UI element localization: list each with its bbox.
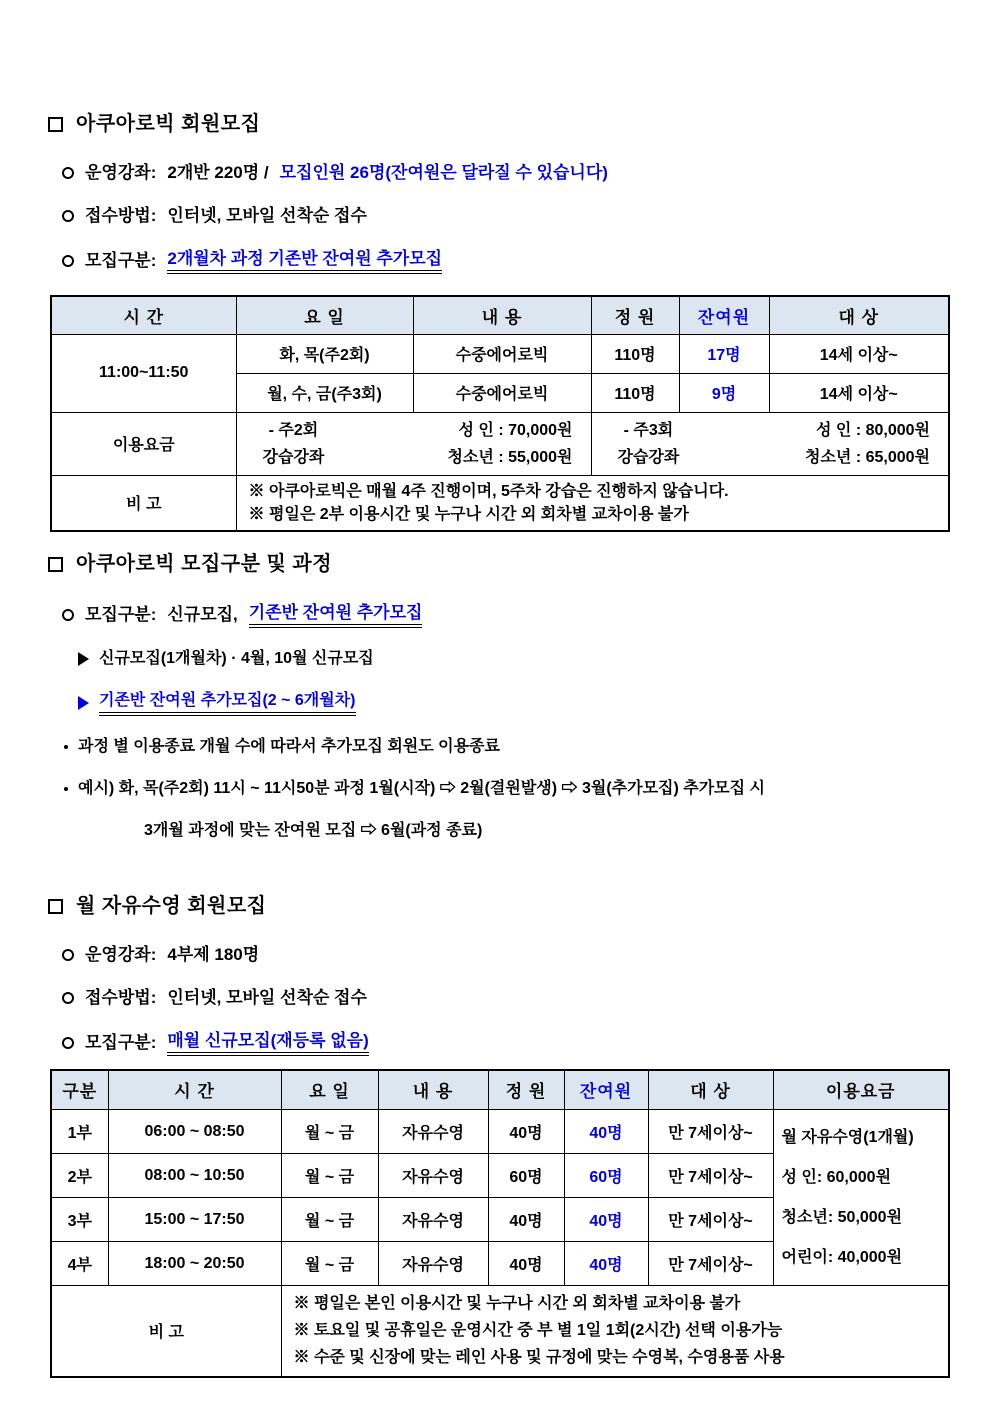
- note-cell: [281, 1286, 949, 1377]
- cell-capacity: 40명: [488, 1242, 564, 1286]
- subitem-text: 신규모집(1개월차) · 4월, 10월 신규모집: [99, 649, 374, 667]
- bullet-application-method: [62, 205, 948, 227]
- note-row-label: 비 고: [51, 1286, 281, 1377]
- cell-capacity: 40명: [488, 1198, 564, 1242]
- bullet-operating-classes: [62, 162, 948, 184]
- fee-cell-week3: [591, 412, 949, 475]
- cell-capacity: 110명: [591, 373, 679, 412]
- square-checkbox-icon: [48, 117, 63, 132]
- cell-remaining: 60명: [564, 1154, 648, 1198]
- fee-line-child: 어린이: 40,000원: [781, 1248, 903, 1266]
- table-row: [51, 1110, 949, 1154]
- note-line: ※ 아쿠아로빅은 매월 4주 진행이며, 5주차 강습은 진행하지 않습니다.: [248, 482, 729, 500]
- detail-text: 과정 별 이용종료 개월 수에 따라서 추가모집 회원도 이용종료: [78, 737, 500, 755]
- bullet-swim-classes: [62, 944, 948, 966]
- existing-class-link[interactable]: 기존반 잔여원 추가모집: [249, 602, 423, 628]
- cell-target: 만 7세이상~: [648, 1154, 773, 1198]
- circle-bullet-icon: [62, 992, 74, 1004]
- note-line: ※ 수준 및 신장에 맞는 레인 사용 및 규정에 맞는 수영복, 수영용품 사용: [293, 1349, 785, 1367]
- note-row-label: 비 고: [51, 475, 236, 531]
- cell-content: 수중에어로빅: [413, 373, 591, 412]
- cell-time: 11:00~11:50: [51, 334, 236, 412]
- section-title-text: 월 자유수영 회원모집: [76, 894, 267, 917]
- subitem-new-recruit: [78, 648, 948, 670]
- col-header-time: 시 간: [51, 296, 236, 334]
- col-header-target: 대 상: [648, 1070, 773, 1110]
- cell-content: 자유수영: [378, 1154, 488, 1198]
- section-title-aqua-recruit: [48, 112, 948, 136]
- bullet-course-category: [62, 602, 948, 628]
- recruit-count-highlight: 모집인원 26명(잔여원은 달라질 수 있습니다): [279, 163, 608, 182]
- note-cell: [236, 475, 949, 531]
- cell-remaining: 40명: [564, 1198, 648, 1242]
- cell-content: 자유수영: [378, 1198, 488, 1242]
- detail-course-end: [64, 736, 948, 758]
- circle-bullet-icon: [62, 1037, 74, 1049]
- cell-day: 월 ~ 금: [281, 1198, 378, 1242]
- section-title-aqua-course: [48, 552, 948, 576]
- circle-bullet-icon: [62, 255, 74, 267]
- fee-line-adult: 성 인: 60,000원: [781, 1168, 892, 1186]
- cell-target: 만 7세이상~: [648, 1242, 773, 1286]
- col-header-remaining: 잔여원: [679, 296, 769, 334]
- bullet-label: 운영강좌:: [85, 944, 157, 964]
- fee-week3-name: - 주3회: [623, 421, 674, 439]
- square-checkbox-icon: [48, 899, 63, 914]
- note-row: [51, 1286, 949, 1377]
- detail-text: 예시) 화, 목(주2회) 11시 ~ 11시50분 과정 1월(시작) ⇨ 2월(결원발생) ⇨ 3월(추가모집) 추가모집 시: [78, 779, 765, 797]
- cell-day: 월 ~ 금: [281, 1242, 378, 1286]
- bullet-value: 인터넷, 모바일 선착순 접수: [167, 206, 367, 225]
- fee-week2-name: - 주2회: [268, 421, 319, 439]
- bullet-label: 모집구분:: [85, 604, 157, 624]
- col-header-capacity: 정 원: [591, 296, 679, 334]
- cell-content: 수중에어로빅: [413, 334, 591, 373]
- cell-part: 4부: [51, 1242, 108, 1286]
- cell-capacity: 110명: [591, 334, 679, 373]
- cell-day: 월 ~ 금: [281, 1110, 378, 1154]
- cell-remaining: 17명: [679, 334, 769, 373]
- triangle-bullet-icon: [78, 652, 89, 666]
- circle-bullet-icon: [62, 609, 74, 621]
- cell-content: 자유수영: [378, 1110, 488, 1154]
- table-row: [51, 334, 949, 373]
- circle-bullet-icon: [62, 949, 74, 961]
- circle-bullet-icon: [62, 210, 74, 222]
- col-header-remaining: 잔여원: [564, 1070, 648, 1110]
- note-line: ※ 평일은 2부 이용시간 및 누구나 시간 외 회차별 교차이용 불가: [248, 505, 689, 523]
- bullet-value: 신규모집,: [167, 604, 238, 624]
- cell-capacity: 60명: [488, 1154, 564, 1198]
- col-header-part: 구분: [51, 1070, 108, 1110]
- bullet-value: 2개반 220명 /: [167, 163, 269, 182]
- fee-week2-type: 강습강좌: [262, 448, 325, 466]
- cell-capacity: 40명: [488, 1110, 564, 1154]
- section-title-free-swim: [48, 894, 948, 918]
- aqua-schedule-table: [50, 295, 950, 532]
- recruit-category-link[interactable]: 2개월차 과정 기존반 잔여원 추가모집: [167, 248, 442, 274]
- bullet-value: 4부제 180명: [167, 944, 260, 964]
- cell-remaining: 40명: [564, 1242, 648, 1286]
- bullet-swim-application: [62, 987, 948, 1009]
- fee-summary-cell: [773, 1110, 949, 1286]
- col-header-content: 내 용: [413, 296, 591, 334]
- col-header-fee: 이용요금: [773, 1070, 949, 1110]
- cell-time: 15:00 ~ 17:50: [108, 1198, 281, 1242]
- bullet-label: 모집구분:: [85, 251, 157, 270]
- cell-part: 3부: [51, 1198, 108, 1242]
- triangle-bullet-icon: [78, 696, 89, 710]
- col-header-capacity: 정 원: [488, 1070, 564, 1110]
- note-line: ※ 토요일 및 공휴일은 운영시간 중 부 별 1일 1회(2시간) 선택 이용가능: [293, 1322, 783, 1340]
- fee-week2-adult: 성 인 : 70,000원: [458, 421, 573, 439]
- fee-line-title: 월 자유수영(1개월): [781, 1128, 914, 1146]
- fee-row-label: 이용요금: [51, 412, 236, 475]
- swim-schedule-table: [50, 1069, 950, 1378]
- section-title-text: 아쿠아로빅 회원모집: [76, 113, 261, 135]
- bullet-recruit-category: [62, 248, 948, 274]
- subitem-additional-recruit: [78, 690, 948, 716]
- col-header-day: 요 일: [236, 296, 413, 334]
- bullet-label: 운영강좌:: [85, 163, 157, 182]
- dot-bullet-icon: [64, 745, 68, 749]
- fee-week3-youth: 청소년 : 65,000원: [805, 448, 930, 466]
- fee-week3-type: 강습강좌: [617, 448, 680, 466]
- table-header-row: [51, 1070, 949, 1110]
- section-title-text: 아쿠아로빅 모집구분 및 과정: [76, 552, 333, 575]
- bullet-label: 접수방법:: [85, 206, 157, 225]
- monthly-recruit-link[interactable]: 매월 신규모집(재등록 없음): [167, 1030, 368, 1056]
- cell-target: 14세 이상~: [769, 373, 949, 412]
- cell-day: 월 ~ 금: [281, 1154, 378, 1198]
- cell-remaining: 40명: [564, 1110, 648, 1154]
- fee-line-youth: 청소년: 50,000원: [781, 1208, 903, 1226]
- cell-target: 만 7세이상~: [648, 1198, 773, 1242]
- bullet-swim-category: [62, 1030, 948, 1056]
- cell-target: 만 7세이상~: [648, 1110, 773, 1154]
- col-header-target: 대 상: [769, 296, 949, 334]
- circle-bullet-icon: [62, 167, 74, 179]
- fee-week2-youth: 청소년 : 55,000원: [447, 448, 573, 466]
- bullet-value: 인터넷, 모바일 선착순 접수: [167, 987, 367, 1007]
- detail-example: [64, 778, 948, 800]
- cell-day: 월, 수, 금(주3회): [236, 373, 413, 412]
- fee-week3-adult: 성 인 : 80,000원: [816, 421, 930, 439]
- fee-cell-week2: [236, 412, 591, 475]
- table-header-row: [51, 296, 949, 334]
- cell-time: 06:00 ~ 08:50: [108, 1110, 281, 1154]
- cell-content: 자유수영: [378, 1242, 488, 1286]
- cell-day: 화, 목(주2회): [236, 334, 413, 373]
- additional-recruit-link[interactable]: 기존반 잔여원 추가모집(2 ~ 6개월차): [99, 690, 356, 716]
- square-checkbox-icon: [48, 557, 63, 572]
- col-header-time: 시 간: [108, 1070, 281, 1110]
- col-header-content: 내 용: [378, 1070, 488, 1110]
- bullet-label: 접수방법:: [85, 987, 157, 1007]
- cell-target: 14세 이상~: [769, 334, 949, 373]
- cell-part: 2부: [51, 1154, 108, 1198]
- fee-row: [51, 412, 949, 475]
- note-row: [51, 475, 949, 531]
- cell-time: 08:00 ~ 10:50: [108, 1154, 281, 1198]
- detail-example-continued: 3개월 과정에 맞는 잔여원 모집 ⇨ 6월(과정 종료): [144, 821, 483, 839]
- cell-time: 18:00 ~ 20:50: [108, 1242, 281, 1286]
- cell-part: 1부: [51, 1110, 108, 1154]
- bullet-label: 모집구분:: [85, 1032, 157, 1052]
- cell-remaining: 9명: [679, 373, 769, 412]
- dot-bullet-icon: [64, 787, 68, 791]
- note-line: ※ 평일은 본인 이용시간 및 누구나 시간 외 회차별 교차이용 불가: [293, 1295, 741, 1313]
- col-header-day: 요 일: [281, 1070, 378, 1110]
